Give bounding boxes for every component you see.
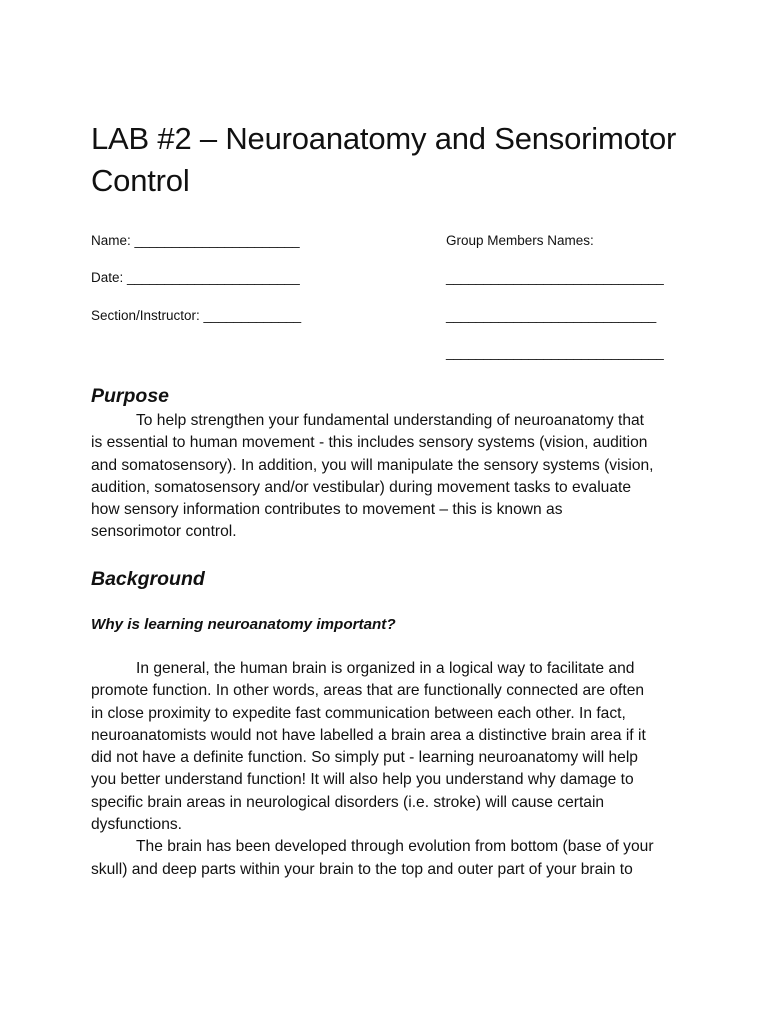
purpose-line: audition, somatosensory and/or vestibular) during movement tasks to evaluate (91, 478, 632, 496)
group-member-line-2: ____________________________ (446, 308, 657, 323)
purpose-line: and somatosensory). In addition, you will manipulate the sensory systems (vision, (91, 456, 654, 474)
purpose-line: is essential to human movement - this includes sensory systems (vision, audition (91, 434, 648, 452)
document-title (91, 118, 711, 202)
background-paragraph-1 (91, 658, 691, 881)
name-field: Name: ______________________ (91, 233, 300, 248)
background-line: did not have a definite function. So simply put - learning neuroanatomy will help (91, 749, 638, 767)
background-line: promote function. In other words, areas that are functionally connected are often (91, 682, 645, 700)
purpose-line: To help strengthen your fundamental understanding of neuroanatomy that (136, 412, 645, 429)
background-line: in close proximity to expedite fast communication between each other. In fact, (91, 704, 626, 722)
background-subheading: Why is learning neuroanatomy important? (91, 616, 396, 633)
title-line: Control (91, 163, 190, 198)
group-member-line-3: _____________________________ (446, 345, 664, 360)
purpose-line: how sensory information contributes to movement – this is known as (91, 501, 563, 519)
background-line: dysfunctions. (91, 816, 183, 834)
title-line: LAB #2 – Neuroanatomy and Sensorimotor (91, 121, 677, 156)
background-line: neuroanatomists would not have labelled a brain area a distinctive brain area if it (91, 726, 646, 744)
section-instructor-field: Section/Instructor: _____________ (91, 308, 302, 323)
group-members-label: Group Members Names: (446, 233, 594, 248)
purpose-heading: Purpose (91, 385, 170, 407)
background-line: skull) and deep parts within your brain to the top and outer part of your brain to (91, 860, 633, 878)
purpose-paragraph (91, 410, 691, 544)
purpose-line: sensorimotor control. (91, 523, 237, 541)
date-field: Date: _______________________ (91, 270, 300, 285)
group-member-line-1: _____________________________ (446, 270, 664, 285)
background-line: you better understand function! It will also help you understand why damage to (91, 771, 634, 789)
background-line: specific brain areas in neurological disorders (i.e. stroke) will cause certain (91, 793, 605, 811)
background-line: In general, the human brain is organized in a logical way to facilitate and (136, 660, 635, 677)
background-heading: Background (91, 568, 205, 590)
background-line: The brain has been developed through evolution from bottom (base of your (136, 838, 654, 856)
